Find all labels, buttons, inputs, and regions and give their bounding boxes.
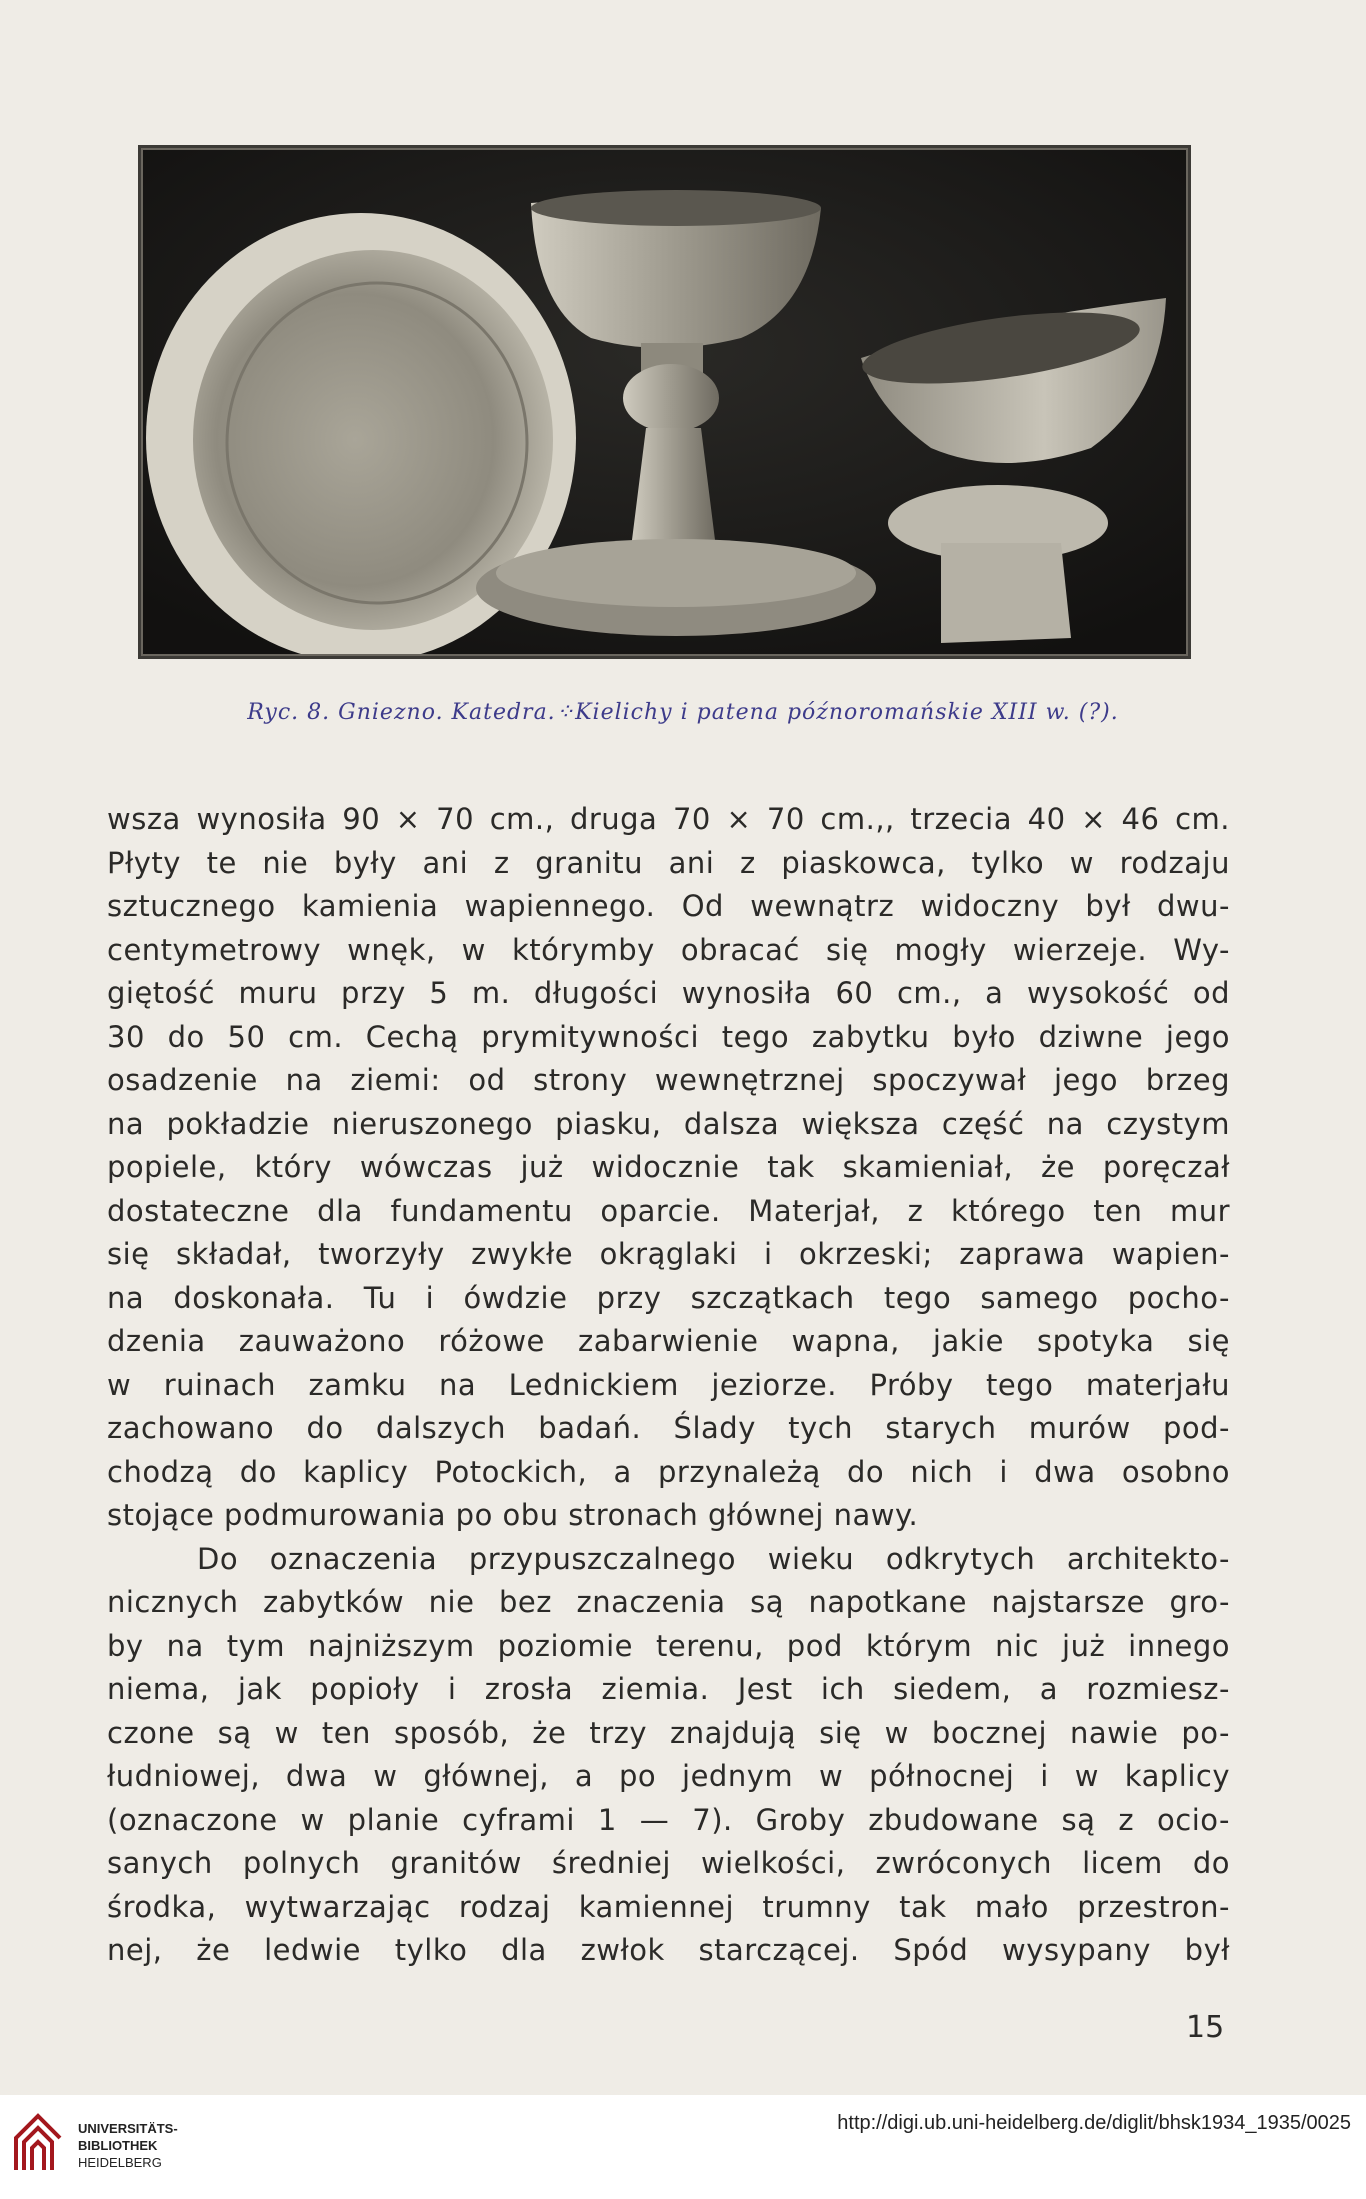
text-line: na pokładzie nieruszonego piasku, dalsza większa część na czystym (107, 1106, 1230, 1141)
figure-caption: Ryc. 8. Gniezno. Katedra.⁘Kielichy i patena późnoromańskie XIII w. (?). (247, 700, 1119, 725)
text-line: osadzenie na ziemi: od strony wewnętrznej spoczywał jego brzeg (107, 1063, 1230, 1097)
text-line: nicznych zabytków nie bez znaczenia są napotkane najstarsze gro- (107, 1585, 1230, 1619)
text-line: dzenia zauważono różowe zabarwienie wapna, jakie spotyka się (107, 1324, 1230, 1358)
text-line: dostateczne dla fundamentu oparcie. Materjał, z którego ten mur (107, 1193, 1230, 1228)
text-line: wsza wynosiła 90 × 70 cm., druga 70 × 70 cm.,, trzecia 40 × 46 cm. (107, 802, 1230, 836)
library-name-line: BIBLIOTHEK (78, 2138, 158, 2153)
text-line: sztucznego kamienia wapiennego. Od wewnątrz widoczny był dwu- (107, 889, 1230, 923)
text-line: się składał, tworzyły zwykłe okrąglaki i okrzeski; zaprawa wapien- (107, 1237, 1230, 1271)
text-line: Do oznaczenia przypuszczalnego wieku odkrytych architekto- (197, 1541, 1230, 1576)
text-line: niema, jak popioły i zrosła ziemia. Jest ich siedem, a rozmiesz- (107, 1672, 1230, 1706)
body-text (107, 798, 1230, 1973)
source-url-link[interactable]: http://digi.ub.uni-heidelberg.de/diglit/bhsk1934_1935/0025 (837, 2112, 1351, 2134)
text-line: sanych polnych granitów średniej wielkości, zwróconych licem do (107, 1846, 1230, 1880)
text-line: zachowano do dalszych badań. Ślady tych starych murów pod- (107, 1411, 1230, 1445)
text-line: łudniowej, dwa w głównej, a po jednym w północnej i w kaplicy (107, 1759, 1230, 1793)
text-line: (oznaczone w planie cyframi 1 — 7). Groby zbudowane są z ocio- (107, 1802, 1230, 1837)
text-line: centymetrowy wnęk, w którymby obracać się mogły wierzeje. Wy- (107, 932, 1230, 967)
text-line: w ruinach zamku na Lednickiem jeziorze. Próby tego materjału (107, 1367, 1230, 1402)
figure-photograph (138, 145, 1191, 659)
text-line: czone są w ten sposób, że trzy znajdują się w bocznej nawie po- (107, 1715, 1230, 1750)
university-library-logo-icon[interactable] (10, 2108, 66, 2178)
library-name-line: HEIDELBERG (78, 2155, 162, 2170)
library-name[interactable] (78, 2120, 178, 2171)
text-line: stojące podmurowania po obu stronach głównej nawy. (107, 1498, 919, 1532)
photo-chalices-paten-icon (141, 148, 1188, 656)
text-line: by na tym najniższym poziomie terenu, pod którym nic już innego (107, 1628, 1230, 1663)
footer (0, 2095, 1366, 2199)
text-line: na doskonała. Tu i ówdzie przy szczątkach tego samego pocho- (107, 1280, 1230, 1315)
text-line: środka, wytwarzając rodzaj kamiennej trumny tak mało przestron- (107, 1889, 1230, 1924)
text-line: 30 do 50 cm. Cechą prymitywności tego zabytku było dziwne jego (107, 1019, 1230, 1054)
text-line: chodzą do kaplicy Potockich, a przynależą do nich i dwa osobno (107, 1454, 1230, 1489)
text-line: giętość muru przy 5 m. długości wynosiła 60 cm., a wysokość od (107, 976, 1230, 1010)
text-line: popiele, który wówczas już widocznie tak skamieniał, że poręczał (107, 1150, 1230, 1184)
library-name-line: UNIVERSITÄTS- (78, 2121, 178, 2136)
page-number: 15 (1186, 2010, 1225, 2045)
text-line: Płyty te nie były ani z granitu ani z piaskowca, tylko w rodzaju (107, 845, 1230, 880)
text-line: nej, że ledwie tylko dla zwłok starczącej. Spód wysypany był (107, 1933, 1230, 1967)
